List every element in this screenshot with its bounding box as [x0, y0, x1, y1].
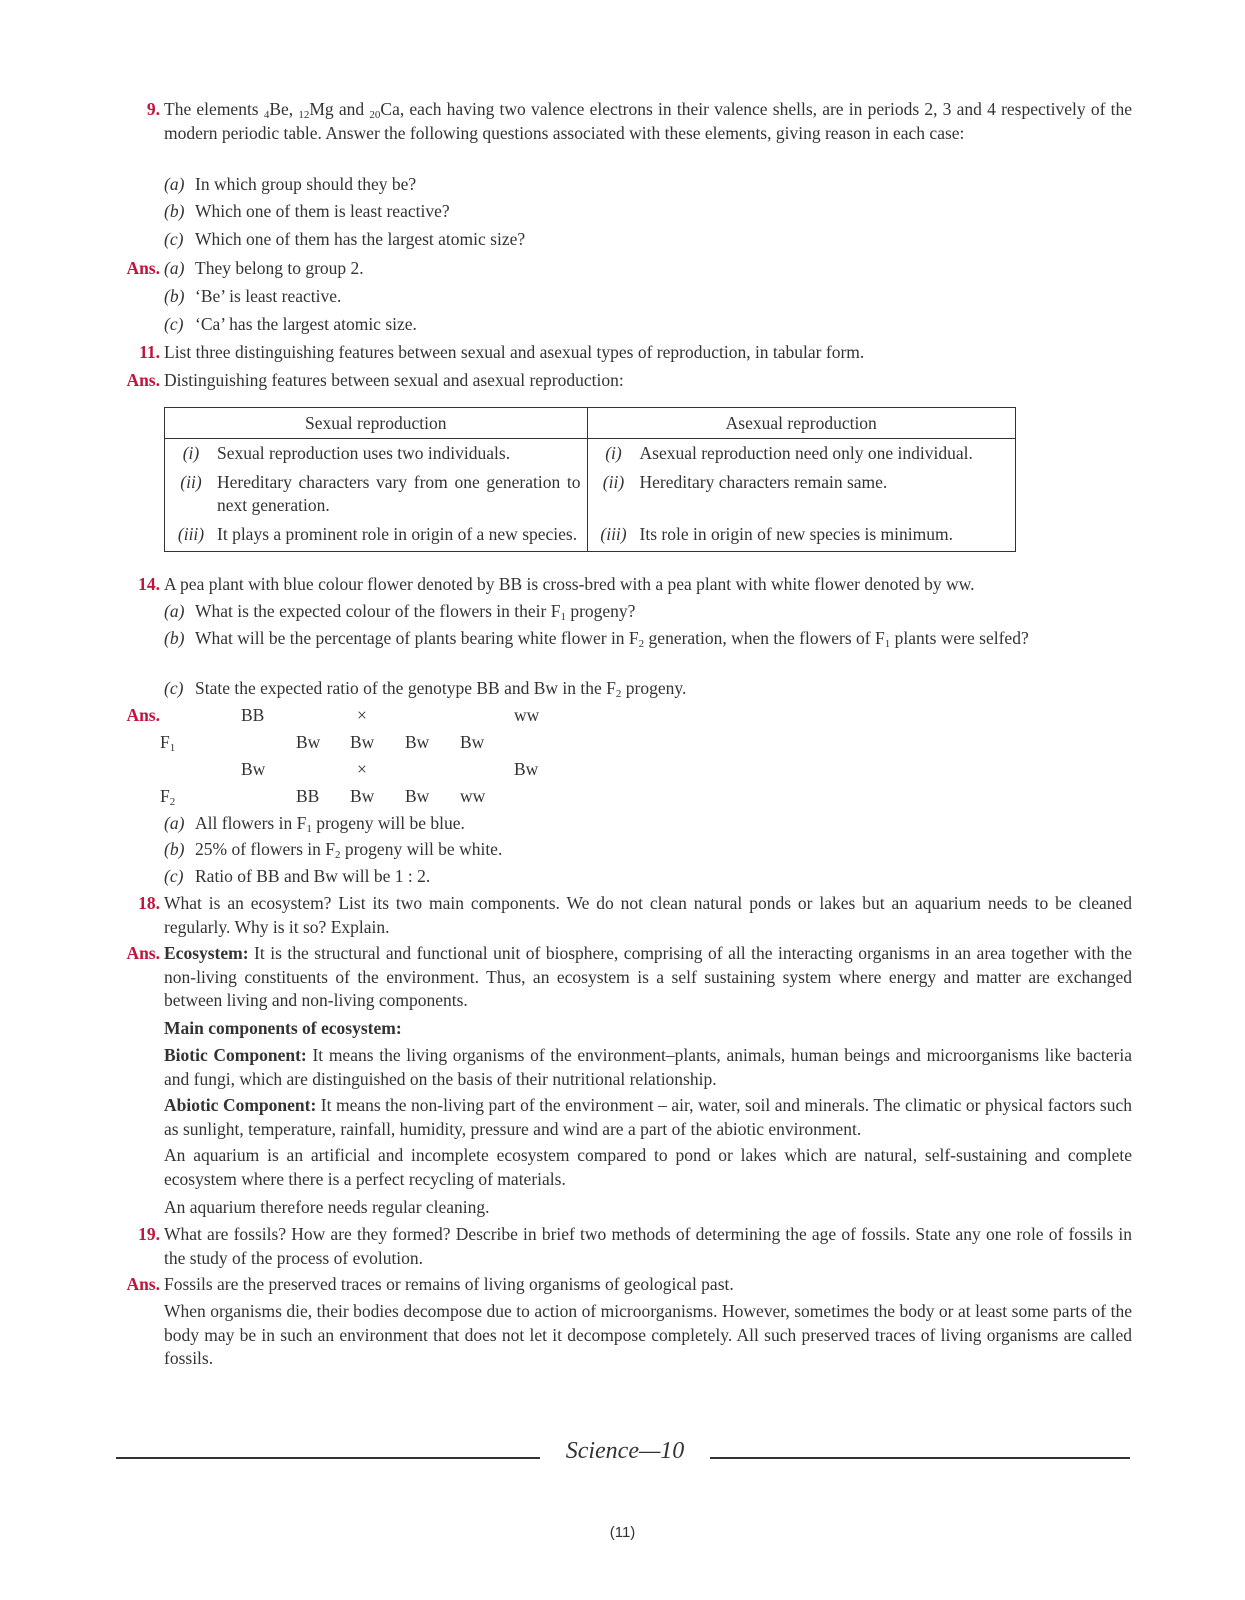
- answer-part: (a) They belong to group 2.: [164, 258, 364, 278]
- f1-label: $F_1$: [160, 732, 176, 754]
- aquarium-conclusion-block: [112, 1196, 1132, 1220]
- question-part: (c) Which one of them has the largest atomic size?: [164, 229, 526, 249]
- cross-offspring: Bw: [350, 732, 375, 752]
- question-text: A pea plant with blue colour flower denoted by BB is cross-bred with a pea plant with white flower denoted by ww.: [164, 574, 975, 594]
- answer-11: [112, 369, 1132, 393]
- answer-label: Ans.: [126, 370, 160, 390]
- question-text: The elements $_4$Be, $_{12}$Mg and $_{20}$Ca, each having two valence electrons in their valence shells, are in periods 2, 3 and 4 respectively of the modern periodic table. Answer the following questions associated with these elements, giving reason in each case:: [164, 99, 1133, 143]
- answer-part: (c) ‘Ca’ has the largest atomic size.: [164, 314, 417, 334]
- answer-part: (a) All flowers in $F_1$ progeny will be blue.: [164, 813, 465, 835]
- cross-symbol: ×: [357, 705, 367, 725]
- table-header: Asexual reproduction: [587, 408, 1016, 439]
- answer-19: [112, 1273, 1132, 1297]
- cross-offspring: ww: [460, 786, 486, 806]
- f2-label: $F_2$: [160, 786, 176, 808]
- answer-18: [112, 942, 1132, 1013]
- footer-rule-left: [116, 1457, 540, 1459]
- answer-label: Ans.: [126, 943, 160, 963]
- answer-part: (b) ‘Be’ is least reactive.: [164, 286, 342, 306]
- answer-text: Fossils are the preserved traces or remains of living organisms of geological past.: [164, 1274, 734, 1294]
- table-row: (i) Sexual reproduction uses two individuals.: [182, 443, 511, 463]
- cross-offspring: Bw: [405, 786, 430, 806]
- question-number: 9.: [146, 99, 160, 119]
- cross-symbol: ×: [357, 759, 367, 779]
- question-11: [112, 341, 1132, 365]
- table-row: (ii) Hereditary characters remain same.: [602, 471, 888, 492]
- question-number: 19.: [138, 1224, 160, 1244]
- page-number: (11): [609, 1524, 636, 1541]
- abiotic-paragraph: Abiotic Component: It means the non-living part of the environment – air, water, soil and minerals. The climatic or physical factors such as sunlight, temperature, rainfall, humidity, pressure and wind are a part of the abiotic environment.: [164, 1095, 1132, 1139]
- answer-part: (b) 25% of flowers in $F_2$ progeny will be white.: [164, 839, 503, 861]
- cross-offspring: BB: [296, 786, 320, 806]
- table-row: (ii) Hereditary characters vary from one generation to next generation.: [180, 471, 581, 515]
- question-9: [112, 98, 1132, 145]
- answer-part: (c) Ratio of BB and Bw will be 1 : 2.: [164, 866, 431, 886]
- footer-rule-right: [710, 1457, 1130, 1459]
- question-number: 18.: [138, 893, 160, 913]
- footer-title: Science—10: [565, 1438, 685, 1464]
- answer-label: Ans.: [126, 1274, 160, 1294]
- abiotic-block: [112, 1094, 1132, 1141]
- table-header: Sexual reproduction: [165, 408, 588, 439]
- components-heading-block: [112, 1017, 1132, 1041]
- cross-parent: Bw: [241, 759, 266, 779]
- table-cell: [165, 439, 588, 552]
- answer-label: Ans.: [126, 258, 160, 278]
- cross-offspring: Bw: [460, 732, 485, 752]
- question-number: 11.: [139, 342, 160, 362]
- question-part: (b) Which one of them is least reactive?: [164, 201, 450, 221]
- aquarium-paragraph: An aquarium is an artificial and incomplete ecosystem compared to pond or lakes which are natural, self-sustaining and complete ecosystem where there is a perfect recycling of materials.: [164, 1145, 1132, 1189]
- table-cell: [587, 439, 1016, 552]
- question-text: List three distinguishing features between sexual and asexual types of reproduction, in tabular form.: [164, 342, 865, 362]
- question-part: (a) In which group should they be?: [164, 174, 417, 194]
- components-heading: Main components of ecosystem:: [164, 1018, 402, 1038]
- question-part: (b) What will be the percentage of plants bearing white flower in $F_2$ generation, when the flowers of $F_1$ plants were selfed?: [164, 628, 1029, 650]
- aquarium-block: [112, 1144, 1132, 1191]
- question-number: 14.: [138, 574, 160, 594]
- question-14: [112, 573, 1132, 597]
- question-text: What are fossils? How are they formed? Describe in brief two methods of determining the age of fossils. State any one role of fossils in the study of the process of evolution.: [164, 1224, 1132, 1268]
- table-row: (iii) Its role in origin of new species is minimum.: [600, 523, 953, 544]
- answer-text: Distinguishing features between sexual and asexual reproduction:: [164, 370, 624, 390]
- question-part: (a) What is the expected colour of the flowers in their $F_1$ progeny?: [164, 601, 636, 623]
- biotic-block: [112, 1044, 1132, 1091]
- question-text: What is an ecosystem? List its two main components. We do not clean natural ponds or lakes but an aquarium needs to be cleaned regularly. Why is it so? Explain.: [164, 893, 1132, 937]
- fossil-paragraph-block: [112, 1300, 1132, 1371]
- fossil-paragraph: When organisms die, their bodies decompose due to action of microorganisms. However, sometimes the body or at least some parts of the body may be in such an environment that does not let it decompose completely. All such preserved traces of living organisms are called fossils.: [164, 1301, 1132, 1368]
- answer-text: Ecosystem: It is the structural and functional unit of biosphere, comprising of all the interacting organisms in an area together with the non-living constituents of the environment. Thus, an ecosystem is a self sustaining system where energy and matter are exchanged between living and non-living components.: [164, 943, 1132, 1010]
- cross-parent: BB: [241, 705, 265, 725]
- cross-offspring: Bw: [296, 732, 321, 752]
- answer-label: Ans.: [126, 705, 160, 725]
- aquarium-conclusion: An aquarium therefore needs regular cleaning.: [164, 1197, 490, 1217]
- question-19: [112, 1223, 1132, 1270]
- cross-parent: ww: [514, 705, 540, 725]
- reproduction-comparison-table: [164, 407, 1016, 552]
- cross-offspring: Bw: [350, 786, 375, 806]
- table-row: (i) Asexual reproduction need only one individual.: [605, 443, 973, 463]
- question-18: [112, 892, 1132, 939]
- table-row: (iii) It plays a prominent role in origin of a new species.: [177, 523, 578, 544]
- biotic-paragraph: Biotic Component: It means the living organisms of the environment–plants, animals, human beings and microorganisms like bacteria and fungi, which are distinguished on the basis of their nutritional relationship.: [164, 1045, 1132, 1089]
- question-part: (c) State the expected ratio of the genotype BB and Bw in the $F_2$ progeny.: [164, 678, 687, 700]
- cross-parent: Bw: [514, 759, 539, 779]
- cross-offspring: Bw: [405, 732, 430, 752]
